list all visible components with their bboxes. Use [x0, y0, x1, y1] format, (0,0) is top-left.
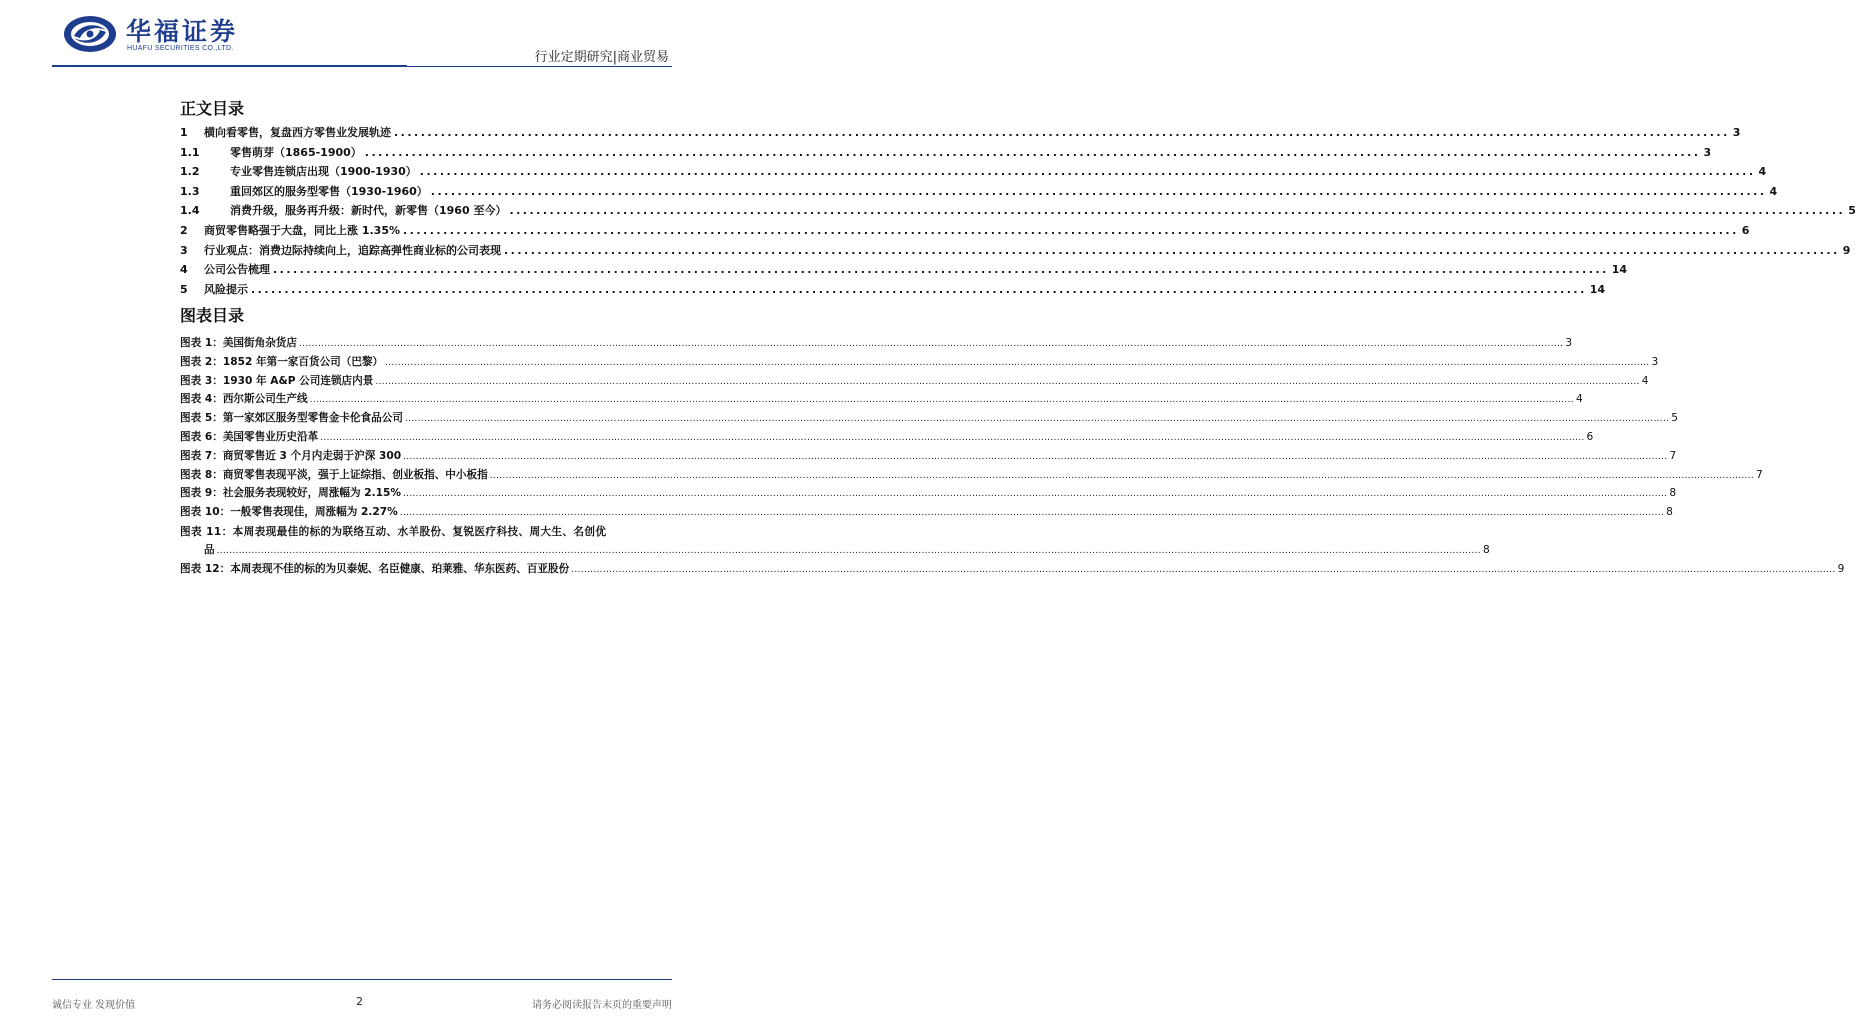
figure-entry[interactable] [180, 561, 1845, 580]
figure-entry-continuation [180, 542, 1490, 561]
toc-entry[interactable] [180, 183, 1778, 203]
figure-entry-label: 图表 8：商贸零售表现平淡，强于上证综指、创业板指、中小板指 [180, 468, 488, 481]
toc-entry-number: 3 [180, 243, 188, 257]
figure-entry[interactable] [180, 467, 1763, 486]
figure-leader-dots: ................................................................................................................................................................................................................................................................................................................................................................................................................ [320, 432, 1585, 443]
footer-slogan: 诚信专业 发现价值 [52, 1000, 136, 1011]
figure-entry-label: 图表 6：美国零售业历史沿革 [180, 430, 319, 443]
toc-entry-page: 3 [1732, 126, 1741, 139]
figure-entry-page: 7 [1756, 468, 1763, 481]
page-header [0, 0, 724, 70]
toc-entry-page: 9 [1842, 243, 1851, 257]
figure-entry-page: 9 [1837, 562, 1845, 575]
figure-entry-label: 图表 7：商贸零售近 3 个月内走弱于沪深 300 [180, 449, 402, 462]
figures-list [180, 335, 1845, 579]
figure-leader-dots: ................................................................................................................................................................................................................................................................................................................................................................................................................ [489, 470, 1755, 481]
figure-leader-dots: ................................................................................................................................................................................................................................................................................................................................................................................................................ [404, 414, 1670, 425]
toc-entry-number: 1.3 [180, 184, 200, 198]
toc-entry-label: 横向看零售，复盘西方零售业发展轨迹 [204, 126, 391, 139]
figure-entry-label: 图表 9：社会服务表现较好，周涨幅为 2.15% [180, 487, 401, 500]
figure-entry[interactable] [180, 373, 1649, 392]
toc-entry-label: 零售萌芽（1865-1900） [230, 145, 362, 159]
toc-leader-dots: ........................................................................................................................................................................................................ [403, 223, 1739, 237]
figure-entry-label: 图表 11：本周表现最佳的标的为联络互动、水羊股份、复锐医疗科技、周大生、名创优 [180, 525, 607, 538]
toc-entry-label: 商贸零售略强于大盘，同比上涨 1.35% [204, 223, 400, 237]
figures-title: 图表目录 [180, 306, 245, 325]
toc-leader-dots: ........................................................................................................................................................................................................ [273, 263, 1609, 277]
toc-list [180, 124, 1856, 300]
figure-leader-dots: ................................................................................................................................................................................................................................................................................................................................................................................................................ [571, 564, 1836, 575]
figure-leader-dots: ................................................................................................................................................................................................................................................................................................................................................................................................................ [299, 339, 1564, 349]
toc-entry-label: 公司公告梳理 [204, 263, 270, 277]
figure-leader-dots: ................................................................................................................................................................................................................................................................................................................................................................................................................ [399, 508, 1665, 519]
toc-entry-number: 4 [180, 263, 188, 277]
figure-entry[interactable] [180, 335, 1573, 354]
toc-entry[interactable] [180, 144, 1712, 164]
toc-entry-number: 2 [180, 223, 188, 237]
toc-entry-number: 1.4 [180, 204, 200, 218]
toc-entry-number: 1.1 [180, 145, 200, 159]
figure-entry[interactable] [180, 485, 1677, 504]
figure-leader-dots: ................................................................................................................................................................................................................................................................................................................................................................................................................ [403, 489, 1668, 500]
toc-entry-number: 5 [180, 282, 188, 296]
toc-entry-number: 1 [180, 126, 188, 139]
toc-entry-label: 专业零售连锁店出现（1900-1930） [230, 165, 417, 179]
toc-entry[interactable] [180, 222, 1750, 242]
toc-entry[interactable] [180, 202, 1856, 222]
toc-leader-dots: ........................................................................................................................................................................................................ [251, 282, 1587, 296]
figure-entry[interactable] [180, 391, 1583, 410]
huafu-logo-icon [62, 14, 118, 54]
toc-entry-page: 14 [1611, 263, 1628, 277]
figure-entry-page: 8 [1666, 506, 1673, 519]
figure-entry-label: 图表 3：1930 年 A&P 公司连锁店内景 [180, 374, 374, 387]
toc-leader-dots: ........................................................................................................................................................................................................ [430, 184, 1767, 198]
figure-leader-dots: ................................................................................................................................................................................................................................................................................................................................................................................................................ [385, 357, 1650, 368]
figure-entry-label: 图表 10：一般零售表现佳，周涨幅为 2.27% [180, 506, 398, 519]
report-category: 行业定期研究|商业贸易 [534, 50, 669, 65]
toc-leader-dots: ........................................................................................................................................................................................................ [509, 204, 1846, 218]
page-number: 2 [356, 995, 363, 1008]
figure-entry-label: 图表 5：第一家郊区服务型零售金卡伦食品公司 [180, 412, 403, 425]
toc-title: 正文目录 [180, 99, 245, 118]
toc-entry-label: 重回郊区的服务型零售（1930-1960） [230, 184, 428, 198]
toc-entry-number: 1.2 [180, 165, 200, 179]
toc-entry-page: 14 [1589, 282, 1606, 296]
toc-entry-page: 4 [1769, 184, 1778, 198]
figure-entry-page: 6 [1586, 430, 1594, 443]
figure-entry[interactable] [180, 448, 1677, 467]
figure-entry[interactable] [180, 429, 1594, 448]
toc-entry[interactable] [180, 124, 1741, 144]
brand-name-english: HUAFU SECURITIES CO.,LTD. [127, 45, 234, 52]
figure-leader-dots: ................................................................................................................................................................................................................................................................................................................................................................................................................ [216, 545, 1481, 556]
figure-entry-page: 7 [1669, 449, 1677, 462]
toc-entry-page: 3 [1703, 145, 1712, 159]
figure-entry-label: 图表 4：西尔斯公司生产线 [180, 393, 308, 406]
toc-leader-dots: ........................................................................................................................................................................................................ [394, 126, 1730, 139]
toc-entry-page: 6 [1741, 223, 1750, 237]
figure-entry-label: 图表 1：美国街角杂货店 [180, 337, 297, 349]
figure-leader-dots: ................................................................................................................................................................................................................................................................................................................................................................................................................ [403, 451, 1668, 462]
figure-entry-page: 3 [1651, 355, 1659, 368]
toc-leader-dots: ........................................................................................................................................................................................................ [504, 243, 1840, 257]
toc-entry-page: 4 [1758, 165, 1767, 179]
toc-entry[interactable] [180, 281, 1606, 301]
figure-entry-page: 4 [1641, 374, 1649, 387]
toc-entry[interactable] [180, 261, 1628, 281]
toc-entry-label: 消费升级，服务再升级：新时代，新零售（1960 至今） [230, 204, 507, 218]
figure-leader-dots: ................................................................................................................................................................................................................................................................................................................................................................................................................ [375, 376, 1640, 387]
toc-leader-dots: ........................................................................................................................................................................................................ [364, 145, 1701, 159]
figure-entry-label-continued: 品 [204, 543, 215, 556]
figure-leader-dots: ................................................................................................................................................................................................................................................................................................................................................................................................................ [309, 395, 1574, 406]
toc-entry-label: 行业观点：消费边际持续向上，追踪高弹性商业标的公司表现 [204, 243, 501, 257]
figure-entry[interactable] [180, 410, 1679, 429]
figure-entry[interactable] [180, 523, 1490, 561]
figure-entry-page: 3 [1565, 337, 1573, 349]
toc-entry[interactable] [180, 163, 1767, 183]
brand-name: 华福证券 [126, 17, 239, 46]
toc-entry-page: 5 [1848, 204, 1856, 218]
header-divider-accent [52, 65, 407, 67]
footer-divider [52, 979, 672, 980]
figure-entry-page: 8 [1669, 487, 1677, 500]
figure-entry-page: 8 [1482, 543, 1490, 556]
figure-entry-label: 图表 2：1852 年第一家百货公司（巴黎） [180, 355, 384, 368]
footer-disclaimer: 请务必阅读报告末页的重要声明 [532, 1000, 672, 1011]
toc-leader-dots: ........................................................................................................................................................................................................ [419, 165, 1756, 179]
figure-entry[interactable] [180, 504, 1673, 523]
figure-entry-label: 图表 12：本周表现不佳的标的为贝泰妮、名臣健康、珀莱雅、华东医药、百亚股份 [180, 562, 570, 575]
figure-entry[interactable] [180, 354, 1659, 373]
figure-entry-page: 4 [1575, 393, 1583, 406]
toc-entry-label: 风险提示 [204, 282, 248, 296]
toc-entry[interactable] [180, 242, 1851, 262]
figure-entry-page: 5 [1671, 412, 1679, 425]
